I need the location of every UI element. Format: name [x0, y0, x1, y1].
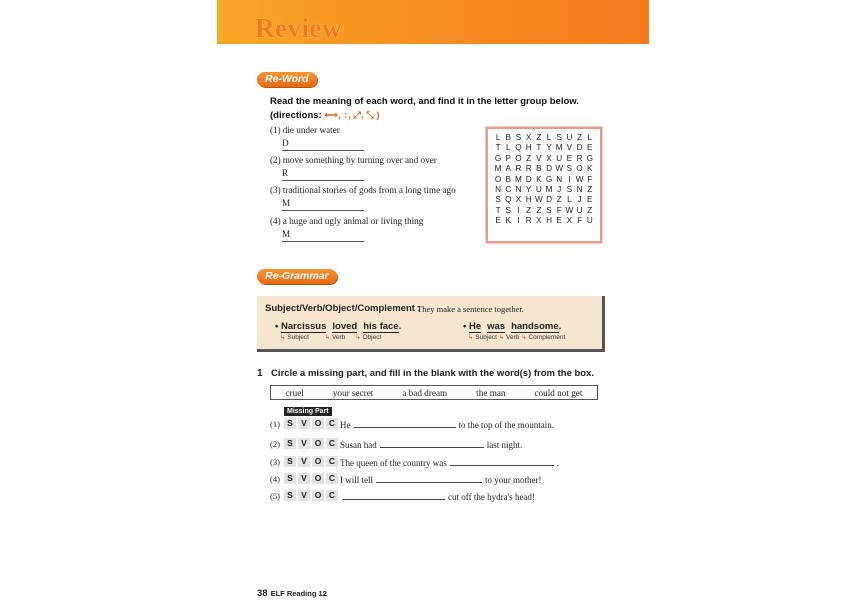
grid-letter[interactable]: O	[515, 153, 522, 163]
svoc-option[interactable]: C	[326, 473, 338, 484]
grid-letter[interactable]: S	[546, 205, 552, 215]
grid-letter[interactable]: Z	[587, 205, 593, 215]
grid-letter[interactable]: T	[536, 143, 542, 153]
question-definition: move something by turning over and over	[282, 155, 437, 165]
grid-letter[interactable]: K	[536, 174, 542, 184]
grid-letter[interactable]: U	[535, 184, 542, 194]
page-footer	[257, 588, 327, 599]
svoc-option[interactable]: V	[298, 438, 310, 449]
exercise-instruction: Circle a missing part, and fill in the blank with the word(s) from the box.	[271, 368, 595, 379]
grid-letter[interactable]: C	[505, 184, 512, 194]
grid-letter[interactable]: F	[556, 205, 562, 215]
grid-letter[interactable]: U	[566, 133, 573, 142]
sentence-start: Susan had	[340, 440, 377, 450]
grid-letter[interactable]: N	[556, 174, 563, 184]
word-box	[270, 385, 598, 400]
grid-letter[interactable]: R	[525, 164, 532, 174]
grid-letter[interactable]: S	[556, 133, 562, 142]
grid-letter[interactable]: P	[505, 153, 512, 163]
question-definition: die under water	[282, 125, 340, 135]
item-sentence	[340, 457, 559, 468]
svoc-option[interactable]: S	[284, 418, 296, 429]
grid-letter[interactable]: E	[587, 195, 593, 205]
example2-subject: He	[468, 321, 482, 332]
word-box-item: the man	[476, 387, 506, 398]
grid-letter[interactable]: I	[568, 174, 571, 184]
grid-letter[interactable]: H	[546, 216, 552, 226]
word-box-item: cruel	[285, 387, 304, 398]
grid-letter[interactable]: K	[587, 164, 593, 174]
item-sentence	[340, 419, 554, 430]
item-sentence	[340, 491, 535, 502]
svoc-options	[284, 438, 338, 449]
svoc-option[interactable]: S	[284, 473, 296, 484]
sentence-end: cut off the hydra's head!	[448, 492, 535, 502]
grid-letter[interactable]: X	[536, 216, 542, 226]
svoc-option[interactable]: V	[298, 473, 310, 484]
question-number: (4)	[270, 216, 281, 226]
page-number: 38	[257, 588, 268, 599]
grid-letter[interactable]: E	[556, 216, 562, 226]
example-sentence-2: • He was handsome.	[463, 321, 562, 332]
grid-letter[interactable]: M	[515, 174, 522, 184]
example-sentence-1: • Narcissus loved his face.	[275, 321, 402, 332]
grammar-box	[257, 296, 605, 352]
svoc-option[interactable]: O	[312, 418, 324, 429]
example2-verb: was	[487, 321, 506, 332]
grid-letter[interactable]: Z	[536, 205, 542, 215]
grid-letter[interactable]: W	[534, 195, 543, 205]
svoc-option[interactable]: V	[298, 456, 310, 467]
grid-letter[interactable]: X	[515, 195, 522, 205]
example1-subject: Narcissus	[280, 321, 327, 332]
grid-letter[interactable]: M	[555, 143, 563, 153]
fill-in-blank[interactable]	[380, 439, 484, 448]
word-box-item: could not get	[534, 387, 583, 398]
grid-letter[interactable]: Q	[515, 143, 522, 153]
grid-letter[interactable]: O	[576, 164, 583, 174]
grid-letter[interactable]: E	[566, 153, 573, 163]
grid-letter[interactable]: N	[576, 184, 583, 194]
grid-letter[interactable]: Z	[577, 133, 583, 142]
svoc-option[interactable]: C	[326, 418, 338, 429]
grid-letter[interactable]: X	[566, 216, 573, 226]
reword-pill: Re-Word	[257, 72, 317, 87]
grid-letter[interactable]: W	[575, 174, 584, 184]
question-4-text	[270, 216, 423, 226]
grid-letter[interactable]: Y	[525, 184, 532, 194]
reword-directions	[270, 110, 380, 121]
svoc-option[interactable]: S	[284, 438, 296, 449]
svoc-options	[284, 456, 338, 467]
answer-field[interactable]: R	[282, 168, 364, 181]
fill-in-blank[interactable]	[450, 457, 554, 466]
svoc-option[interactable]: C	[326, 456, 338, 467]
grid-letter[interactable]: G	[545, 174, 553, 184]
book-title: ELF Reading 12	[270, 589, 327, 598]
svoc-option[interactable]: O	[312, 438, 324, 449]
question-definition: traditional stories of gods from a long time ago	[282, 185, 456, 195]
svoc-option[interactable]: O	[312, 456, 324, 467]
grid-letter[interactable]: I	[517, 205, 520, 215]
grid-letter[interactable]: B	[505, 133, 512, 142]
grammar-note: They make a sentence together.	[417, 304, 524, 314]
word-box-item: a bad dream	[402, 387, 448, 398]
label-object: Object	[362, 334, 382, 341]
grid-letter[interactable]: D	[525, 174, 532, 184]
sentence-end: to your mother!	[485, 475, 542, 485]
example1-verb: loved	[332, 321, 358, 332]
word-box-item: your secret	[332, 387, 374, 398]
svoc-option[interactable]: S	[284, 456, 296, 467]
grid-letter[interactable]: G	[494, 153, 502, 163]
grid-letter[interactable]: I	[517, 216, 520, 226]
grid-letter[interactable]: F	[577, 216, 583, 226]
grid-letter[interactable]: D	[546, 195, 552, 205]
sentence-end: .	[556, 458, 559, 468]
grid-letter[interactable]: F	[587, 174, 593, 184]
item-number: (3)	[270, 457, 280, 467]
grid-letter[interactable]: D	[576, 143, 583, 153]
grid-letter[interactable]: S	[566, 184, 573, 194]
grid-letter[interactable]: V	[536, 153, 542, 163]
grid-letter[interactable]: B	[536, 164, 542, 174]
answer-field[interactable]: M	[282, 198, 364, 211]
regrammar-pill: Re-Grammar	[257, 269, 337, 284]
grid-letter[interactable]: S	[505, 205, 512, 215]
fill-in-blank[interactable]	[343, 491, 445, 500]
grid-letter[interactable]: L	[495, 133, 501, 142]
svoc-option[interactable]: C	[326, 438, 338, 449]
example1-object: his face	[363, 321, 399, 332]
question-number: (1)	[270, 125, 281, 135]
sentence-start: He	[340, 420, 351, 430]
item-number: (2)	[270, 439, 280, 449]
example1-labels: ↳ Subject ↳ Verb ↳ Object	[280, 334, 382, 341]
question-3-text	[270, 185, 456, 195]
grid-letter[interactable]: X	[546, 153, 552, 163]
grid-letter[interactable]: R	[576, 153, 583, 163]
grid-letter[interactable]: L	[506, 143, 511, 153]
grid-letter[interactable]: J	[557, 184, 562, 194]
example2-period: .	[558, 321, 562, 332]
item-number: (4)	[270, 474, 280, 484]
grid-letter[interactable]: Z	[556, 195, 562, 205]
svoc-option[interactable]: O	[312, 473, 324, 484]
grid-letter[interactable]: L	[587, 133, 593, 142]
item-sentence	[340, 474, 542, 485]
grid-letter[interactable]: O	[494, 174, 502, 184]
grid-letter[interactable]: Z	[587, 184, 593, 194]
grid-letter[interactable]: R	[525, 216, 532, 226]
reword-instruction: Read the meaning of each word, and find it in the letter group below.	[270, 96, 579, 107]
question-definition: a huge and ugly animal or living thing	[282, 216, 424, 226]
svoc-option[interactable]: S	[284, 490, 296, 501]
grid-letter[interactable]: Z	[536, 133, 542, 142]
grid-letter[interactable]: U	[576, 205, 583, 215]
grid-letter[interactable]: E	[495, 216, 501, 226]
grid-letter[interactable]: Z	[526, 153, 532, 163]
fill-in-blank[interactable]	[354, 419, 456, 428]
grid-letter[interactable]: T	[495, 205, 501, 215]
grid-letter[interactable]: H	[525, 143, 532, 153]
question-2-text	[270, 155, 437, 165]
grid-letter[interactable]: M	[545, 184, 553, 194]
grid-letter[interactable]: S	[566, 164, 573, 174]
label-verb: Verb	[332, 334, 346, 341]
directions-prefix: (directions:	[270, 110, 322, 121]
item-sentence	[340, 439, 522, 450]
grid-letter[interactable]: X	[525, 133, 532, 142]
grid-letter[interactable]: R	[515, 164, 522, 174]
svoc-option[interactable]: C	[326, 490, 338, 501]
label-subject: Subject	[287, 334, 309, 341]
svoc-options	[284, 473, 338, 484]
grid-letter[interactable]: E	[587, 143, 593, 153]
question-number: (2)	[270, 155, 281, 165]
svoc-option[interactable]: O	[312, 490, 324, 501]
grid-letter[interactable]: L	[546, 133, 552, 142]
grid-letter[interactable]: D	[546, 164, 552, 174]
example2-complement: handsome	[511, 321, 559, 332]
grid-letter[interactable]: V	[566, 143, 573, 153]
grid-letter[interactable]: A	[505, 164, 512, 174]
grid-letter[interactable]: B	[505, 174, 512, 184]
grid-letter[interactable]: L	[567, 195, 572, 205]
svoc-options	[284, 418, 338, 429]
letter-grid	[493, 133, 595, 227]
answer-field[interactable]: D	[282, 138, 364, 151]
grid-letter[interactable]: Z	[526, 205, 532, 215]
grid-letter[interactable]: W	[555, 164, 564, 174]
sentence-end: to the top of the mountain.	[458, 420, 554, 430]
directions-arrows-icon: ⟷, ↕, ⤢, ⤡ )	[324, 110, 380, 121]
example2-labels: ↳ Subject ↳ Verb ↳ Complement	[468, 334, 566, 341]
svoc-option[interactable]: V	[298, 490, 310, 501]
grid-letter[interactable]: U	[556, 153, 563, 163]
label-complement: Complement	[528, 334, 566, 341]
word-search-grid	[486, 127, 602, 243]
fill-in-blank[interactable]	[376, 474, 482, 483]
grid-letter[interactable]: N	[495, 184, 502, 194]
grid-letter[interactable]: Y	[546, 143, 552, 153]
page-title: Review	[255, 13, 342, 43]
question-1-text	[270, 125, 340, 135]
grid-letter[interactable]: G	[586, 153, 593, 163]
grid-letter[interactable]: M	[494, 164, 502, 174]
sentence-end: last night.	[486, 440, 523, 450]
grid-letter[interactable]: H	[525, 195, 532, 205]
item-number: (1)	[270, 419, 280, 429]
grid-letter[interactable]: U	[586, 216, 593, 226]
example1-period: .	[398, 321, 402, 332]
svoc-options	[284, 490, 338, 501]
grid-letter[interactable]: S	[515, 133, 522, 142]
grid-letter[interactable]: Q	[505, 195, 512, 205]
grid-letter[interactable]: N	[515, 184, 522, 194]
sentence-start: I will tell	[340, 475, 373, 485]
svoc-option[interactable]: V	[298, 418, 310, 429]
answer-field[interactable]: M	[282, 229, 364, 242]
grid-letter[interactable]: S	[495, 195, 501, 205]
grid-letter[interactable]: K	[505, 216, 512, 226]
sentence-start: The queen of the country was	[340, 458, 447, 468]
item-number: (5)	[270, 491, 280, 501]
grid-letter[interactable]: J	[577, 195, 582, 205]
missing-part-label: Missing Part	[284, 407, 332, 416]
question-number: (3)	[270, 185, 281, 195]
label-subject-2: Subject	[475, 334, 497, 341]
grid-letter[interactable]: T	[495, 143, 501, 153]
exercise-number: 1	[257, 368, 263, 379]
grid-letter[interactable]: W	[565, 205, 574, 215]
label-verb-2: Verb	[506, 334, 520, 341]
grammar-heading: Subject/Verb/Object/Complement :	[265, 303, 421, 314]
